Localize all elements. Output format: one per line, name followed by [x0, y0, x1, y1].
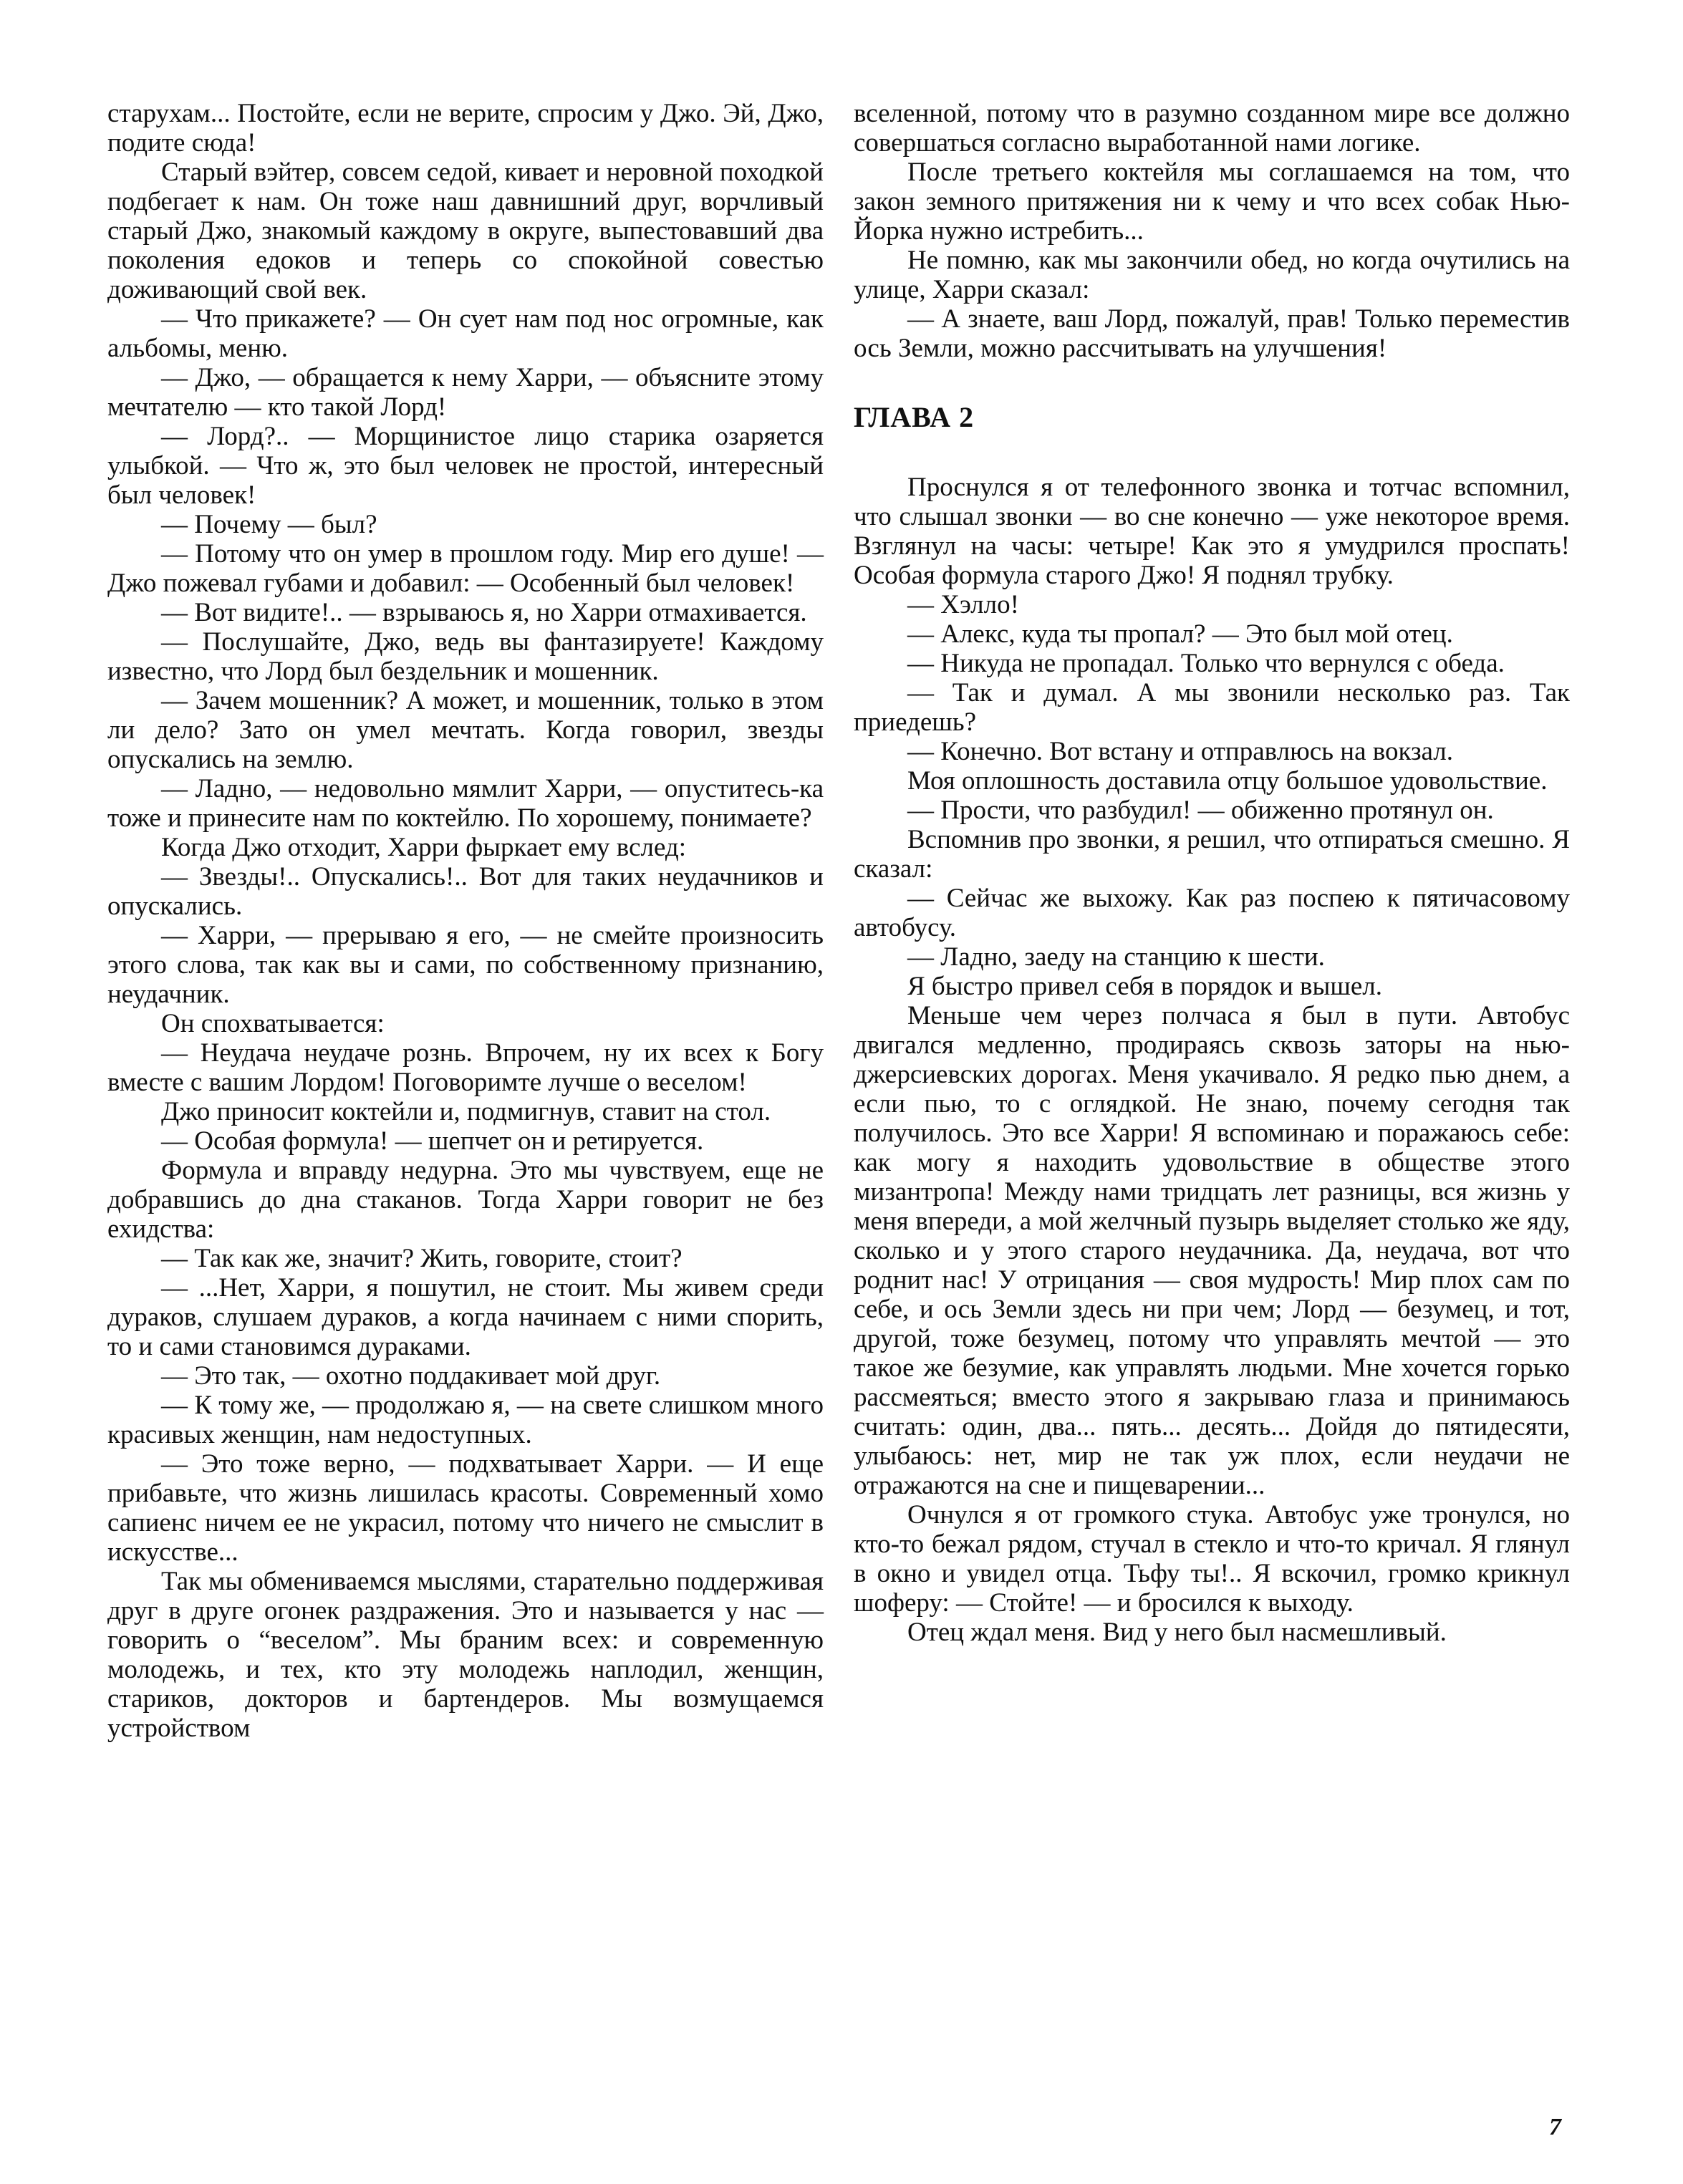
paragraph: — Сейчас же выхожу. Как раз поспею к пятичасовому автобусу. [854, 884, 1570, 942]
paragraph: — Так и думал. А мы звонили несколько раз. Так приедешь? [854, 678, 1570, 737]
paragraph: — Хэлло! [907, 590, 1019, 619]
paragraph: Меньше чем через полчаса я был в пути. Автобус двигался медленно, продираясь сквозь заторы на нью-джерсиевских дорогах. Меня укачивало. Я редко пью днем, а если пью, то с оглядкой. Не знаю, почему сегодня так получилось. Это все Харри! Я вспоминаю и поражаюсь себе: как могу я находить удовольствие в обществе этого мизантропа! Между нами тридцать лет разницы, вся жизнь у меня впереди, а мой желчный пузырь выделяет столько же яду, сколько и у этого старого неудачника. Да, неудача, вот что роднит нас! У отрицания — своя мудрость! Мир плох сам по себе, и ось Земли здесь ни при чем; Лорд — безумец, и тот, другой, тоже безумец, потому что управлять мечтой — это такое же безумие, как управлять людьми. Мне хочется горько рассмеяться; вместо этого я закрываю глаза и принимаюсь считать: один, два... пять... десять... Дойдя до пятидесяти, улыбаюсь: нет, мир не так уж плох, если неудачи не отражаются на сне и пищеварении... [854, 1001, 1570, 1500]
paragraph: старухам... Постойте, если не верите, спросим у Джо. Эй, Джо, подите сюда! [107, 99, 824, 158]
paragraph: — Лорд?.. — Морщинистое лицо старика озаряется улыбкой. — Что ж, это был человек не простой, интересный был человек! [107, 422, 824, 510]
paragraph: — Что прикажете? — Он сует нам под нос огромные, как альбомы, меню. [107, 304, 824, 363]
chapter-heading: ГЛАВА 2 [854, 401, 975, 433]
paragraph: — Никуда не пропадал. Только что вернулся с обеда. [907, 649, 1505, 678]
paragraph: — А знаете, ваш Лорд, пожалуй, прав! Только переместив ось Земли, можно рассчитывать на улучшения! [854, 304, 1570, 363]
paragraph: — Зачем мошенник? А может, и мошенник, только в этом ли дело? Зато он умел мечтать. Когда говорил, звезды опускались на землю. [107, 686, 824, 774]
paragraph: — Почему — был? [161, 510, 377, 539]
paragraph: — Харри, — прерываю я его, — не смейте произносить этого слова, так как вы и сами, по собственному признанию, неудачник. [107, 921, 824, 1009]
paragraph: — Это тоже верно, — подхватывает Харри. — И еще прибавьте, что жизнь лишилась красоты. Современный хомо сапиенс ничем ее не украсил, потому что ничего не смыслит в искусстве... [107, 1449, 824, 1567]
paragraph: После третьего коктейля мы соглашаемся на том, что закон земного притяжения ни к чему и что всех собак Нью-Йорка нужно истребить... [854, 158, 1570, 246]
paragraph: Старый вэйтер, совсем седой, кивает и неровной походкой подбегает к нам. Он тоже наш давнишний друг, ворчливый старый Джо, знакомый каждому в округе, выпестовавший два поколения едоков и теперь со спокойной совестью доживающий свой век. [107, 158, 824, 304]
paragraph: — Конечно. Вот встану и отправлюсь на вокзал. [907, 737, 1454, 766]
paragraph: — Звезды!.. Опускались!.. Вот для таких неудачников и опускались. [107, 862, 824, 921]
paragraph: — К тому же, — продолжаю я, — на свете слишком много красивых женщин, нам недоступных. [107, 1391, 824, 1449]
paragraph: — Неудача неудаче рознь. Впрочем, ну их всех к Богу вместе с вашим Лордом! Поговоримте лучше о веселом! [107, 1038, 824, 1097]
paragraph: Моя оплошность доставила отцу большое удовольствие. [907, 766, 1548, 796]
paragraph: — Это так, — охотно поддакивает мой друг. [161, 1361, 661, 1391]
paragraph: Так мы обмениваемся мыслями, старательно поддерживая друг в друге огонек раздражения. Это и называется у нас — говорить о “веселом”. Мы браним всех: и современную молодежь, и тех, кто эту молодежь наплодил, женщин, стариков, докторов и бартендеров. Мы возмущаемся устройством [107, 1567, 824, 1743]
paragraph: — Ладно, заеду на станцию к шести. [907, 942, 1325, 972]
right-text-column [854, 99, 1570, 1647]
paragraph: Вспомнив про звонки, я решил, что отпираться смешно. Я сказал: [854, 825, 1570, 884]
paragraph: вселенной, потому что в разумно созданном мире все должно совершаться согласно выработанной нами логике. [854, 99, 1570, 158]
paragraph: Отец ждал меня. Вид у него был насмешливый. [907, 1618, 1447, 1647]
paragraph: Когда Джо отходит, Харри фыркает ему вслед: [161, 833, 686, 862]
right-column-top-text [854, 99, 1570, 363]
paragraph: — ...Нет, Харри, я пошутил, не стоит. Мы живем среди дураков, слушаем дураков, а когда начинаем с ними спорить, то и сами становимся дураками. [107, 1273, 824, 1361]
paragraph: — Вот видите!.. — взрываюсь я, но Харри отмахивается. [161, 598, 807, 627]
left-text-column [107, 99, 824, 1743]
paragraph: — Джо, — обращается к нему Харри, — объясните этому мечтателю — кто такой Лорд! [107, 363, 824, 422]
paragraph: — Так как же, значит? Жить, говорите, стоит? [161, 1244, 683, 1273]
paragraph: Формула и вправду недурна. Это мы чувствуем, еще не добравшись до дна стаканов. Тогда Харри говорит не без ехидства: [107, 1156, 824, 1244]
paragraph: — Ладно, — недовольно мямлит Харри, — опуститесь-ка тоже и принесите нам по коктейлю. По хорошему, понимаете? [107, 774, 824, 833]
paragraph: — Особая формула! — шепчет он и ретируется. [161, 1126, 704, 1156]
paragraph: — Потому что он умер в прошлом году. Мир его душе! — Джо пожевал губами и добавил: — Особенный был человек! [107, 539, 824, 598]
page-number: 7 [1549, 2114, 1561, 2140]
paragraph: Я быстро привел себя в порядок и вышел. [907, 972, 1382, 1001]
right-column-bottom-text [854, 473, 1570, 1647]
paragraph: Не помню, как мы закончили обед, но когда очутились на улице, Харри сказал: [854, 246, 1570, 304]
paragraph: — Прости, что разбудил! — обиженно протянул он. [907, 796, 1494, 825]
paragraph: Очнулся я от громкого стука. Автобус уже тронулся, но кто-то бежал рядом, стучал в стекло и что-то кричал. Я глянул в окно и увидел отца. Тьфу ты!.. Я вскочил, громко крикнул шоферу: — Стойте! — и бросился к выходу. [854, 1500, 1570, 1618]
paragraph: Джо приносит коктейли и, подмигнув, ставит на стол. [161, 1097, 771, 1126]
paragraph: — Алекс, куда ты пропал? — Это был мой отец. [907, 619, 1453, 649]
paragraph: Он спохватывается: [161, 1009, 385, 1038]
paragraph: — Послушайте, Джо, ведь вы фантазируете! Каждому известно, что Лорд был бездельник и мошенник. [107, 627, 824, 686]
paragraph: Проснулся я от телефонного звонка и тотчас вспомнил, что слышал звонки — во сне конечно — уже некоторое время. Взглянул на часы: четыре! Как это я умудрился проспать! Особая формула старого Джо! Я поднял трубку. [854, 473, 1570, 590]
